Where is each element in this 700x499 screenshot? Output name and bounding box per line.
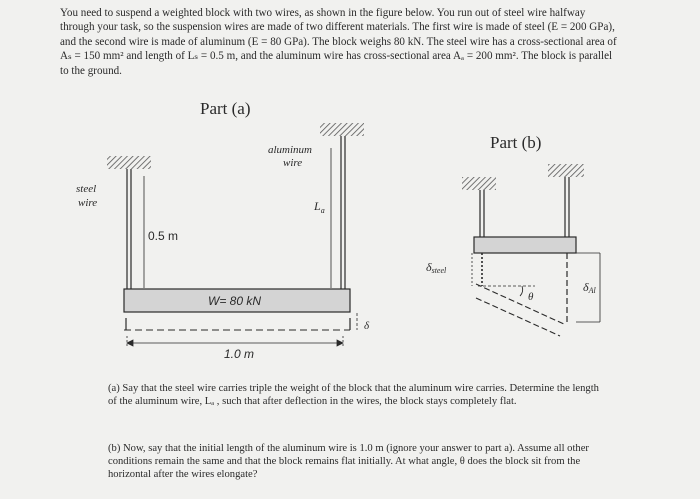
question-b-text: (b) Now, say that the initial length of the aluminum wire is 1.0 m (ignore your answer to part a). Assume all other conditions remain the same and that the block remains flat initially. At what angle, θ does the block sit from the horizontal after the wires elongate? <box>108 443 589 481</box>
aluminum-wire <box>341 136 345 290</box>
question-a <box>108 382 608 408</box>
steel-support-hatch-b <box>462 177 496 190</box>
delta-steel-label: δsteel <box>426 260 447 275</box>
aluminum-support-hatch <box>320 123 364 136</box>
span-label: 1.0 m <box>224 347 255 361</box>
tilted-block-outline <box>476 284 566 336</box>
part-a-title: Part (a) <box>200 99 251 118</box>
weight-label: W= 80 kN <box>208 294 262 308</box>
part-b-title: Part (b) <box>490 133 542 152</box>
question-b <box>108 442 608 482</box>
theta-label: θ <box>528 291 534 303</box>
steel-wire-label-1: steel <box>76 183 97 195</box>
question-a-text: (a) Say that the steel wire carries triple the weight of the block that the aluminum wire carries. Determine the length of the aluminum wire, Lₐ , such that after deflection in the wires, the block stays completely flat. <box>108 383 599 408</box>
steel-wire-b <box>480 190 484 238</box>
steel-wire-label-2: wire <box>78 197 98 209</box>
aluminum-length-label: $L_a$ <box>314 199 325 215</box>
deflection-label: δ <box>364 320 370 332</box>
theta-arc <box>520 286 523 296</box>
aluminum-wire-label-1: aluminum <box>268 144 312 156</box>
aluminum-wire-label-2: wire <box>283 157 303 169</box>
steel-support-hatch <box>107 156 151 169</box>
delta-al-label: δAl <box>583 280 596 295</box>
aluminum-wire-b <box>565 177 569 238</box>
steel-wire <box>127 169 131 290</box>
block-b <box>474 237 576 253</box>
problem-intro-text: You need to suspend a weighted block with two wires, as shown in the figure below. You run out of steel wire halfway through your task, so the suspension wires are made of two different materials. The first wire is made of steel (E = 200 GPa), and the second wire is made of aluminum (E = 80 GPa). The block weighs 80 kN. The steel wire has a cross-sectional area of Aₛ = 150 mm² and length of Lₛ = 0.5 m, and the aluminum wire has cross-sectional area Aₐ = 200 mm². The block is parallel to the ground. <box>60 7 617 77</box>
steel-length-label: 0.5 m <box>148 229 179 243</box>
aluminum-support-hatch-b <box>548 164 584 177</box>
